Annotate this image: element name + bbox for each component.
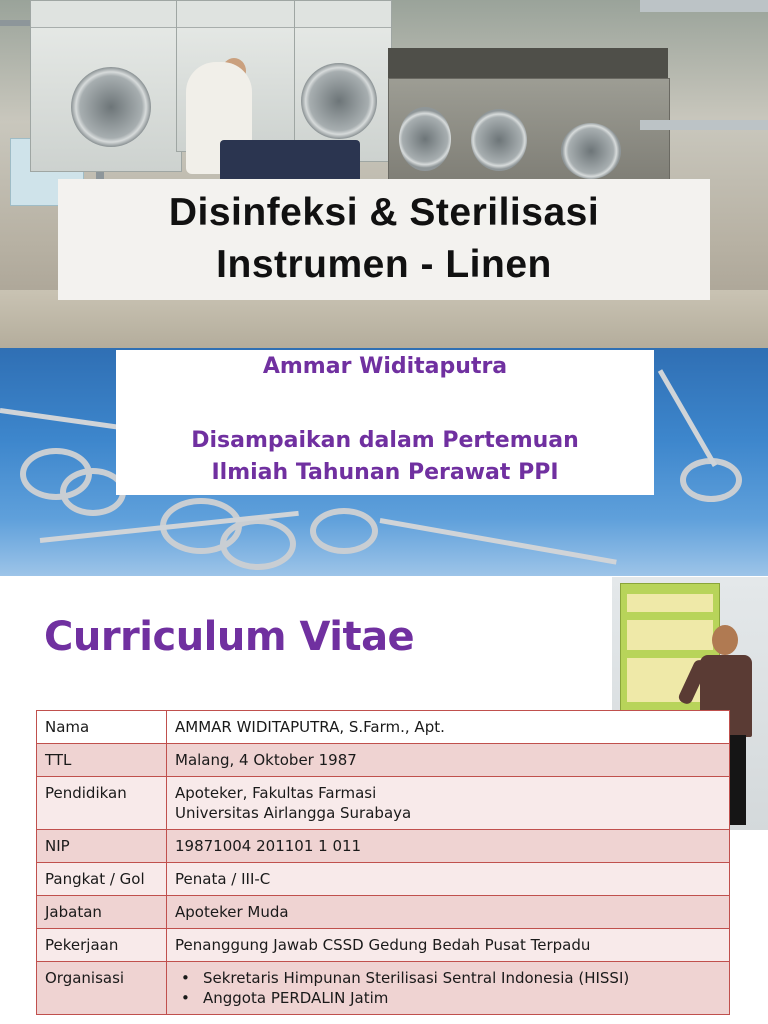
table-row [37,777,730,830]
washer-center [294,0,392,162]
right-shelf-2 [640,120,768,130]
row-value: Penata / III-C [167,863,730,896]
row-key: Jabatan [37,896,167,929]
washer-left [30,0,182,172]
row-value [167,962,730,1015]
person-head [712,625,738,655]
table-row [37,962,730,1015]
instrument-ring [310,508,378,554]
row-key: NIP [37,830,167,863]
row-value: 19871004 201101 1 011 [167,830,730,863]
title-line-2: Instrumen - Linen [216,243,552,286]
row-value: AMMAR WIDITAPUTRA, S.Farm., Apt. [167,711,730,744]
row-value: Penanggung Jawab CSSD Gedung Bedah Pusat Terpadu [167,929,730,962]
title-box [58,179,710,300]
laundry-cart [220,140,360,184]
row-value: Malang, 4 Oktober 1987 [167,744,730,777]
bullet-item: • Sekretaris Himpunan Sterilisasi Sentral Indonesia (HISSI) [175,968,721,988]
row-key: TTL [37,744,167,777]
row-value-line: Universitas Airlangga Surabaya [175,804,412,822]
row-value [167,777,730,830]
table-row [37,830,730,863]
right-shelf [640,0,768,12]
instrument-rod [658,369,717,467]
row-key: Pangkat / Gol [37,863,167,896]
bullet-item: • Anggota PERDALIN Jatim [175,988,721,1008]
instrument-rod [380,518,617,565]
event-line-1: Disampaikan dalam Pertemuan [191,428,579,453]
cv-title: Curriculum Vitae [44,614,415,660]
row-key: Pekerjaan [37,929,167,962]
dryer-bank [388,78,670,190]
table-row [37,929,730,962]
dryer-control-strip [388,48,668,78]
table-row [37,896,730,929]
instrument-ring [220,518,296,570]
row-key: Organisasi [37,962,167,1015]
row-value-line: Apoteker, Fakultas Farmasi [175,784,377,802]
row-value: Apoteker Muda [167,896,730,929]
table-row [37,711,730,744]
row-key: Pendidikan [37,777,167,830]
event-line-2: Ilmiah Tahunan Perawat PPI [211,460,559,485]
title-line-1: Disinfeksi & Sterilisasi [168,191,600,234]
table-row [37,744,730,777]
table-row [37,863,730,896]
author-name: Ammar Widitaputra [262,354,508,379]
subtitle-box [116,350,654,495]
cv-table [36,710,730,1015]
row-key: Nama [37,711,167,744]
